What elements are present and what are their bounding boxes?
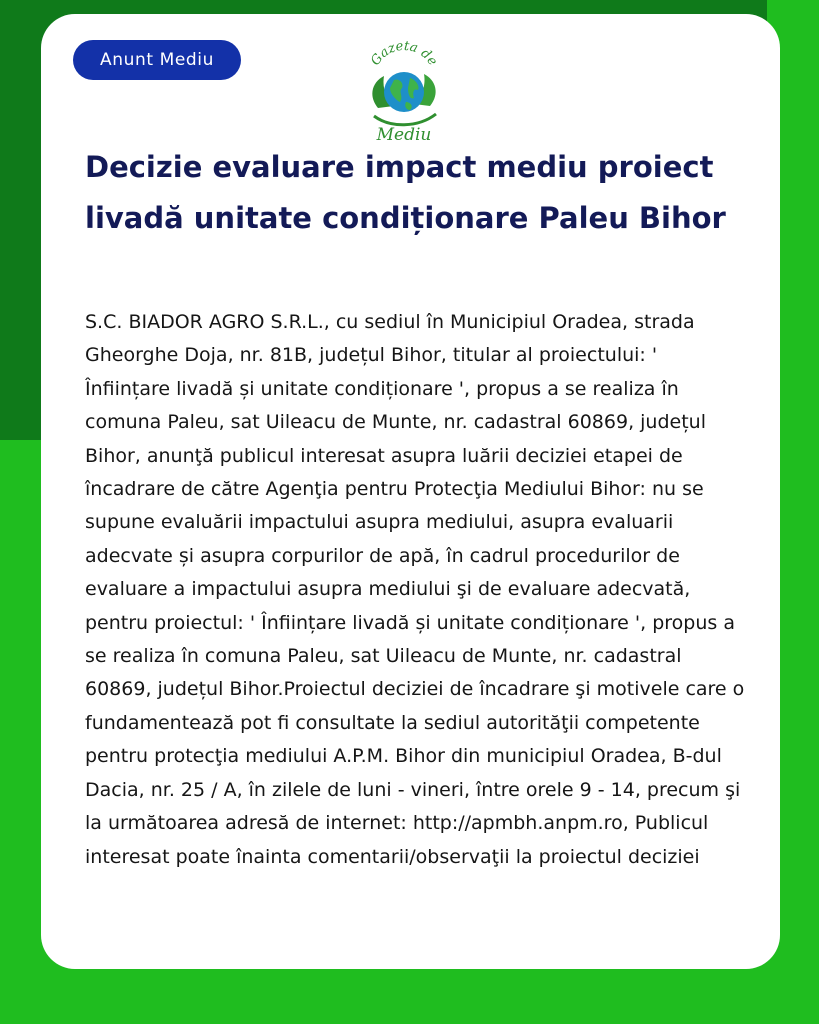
announcement-card [41,14,780,969]
logo-text-top: Gazeta de [368,38,441,69]
article-title: Decizie evaluare impact mediu proiect livadă unitate condiționare Paleu Bihor [85,150,726,235]
category-badge[interactable]: Anunt Mediu [73,40,241,80]
svg-text:Gazeta de [368,39,440,69]
article-body: S.C. BIADOR AGRO S.R.L., cu sediul în Municipiul Oradea, strada Gheorghe Doja, nr. 81B, județul Bihor, titular al proiectului: ' Înființare livadă și unitate condiționare ', propus a se realiza în comuna Paleu, sat Uileacu de Munte, nr. cadastral 60869, județul Bihor, anunţă publicul interesat asupra luării deciziei etapei de încadrare de către Agenţia pentru Protecţia Mediului Bihor: nu se supune evaluării impactului asupra mediului, asupra evaluarii adecvate și asupra corpurilor de apă, în cadrul procedurilor de evaluare a impactului asupra mediului şi de evaluare adecvată, pentru proiectul: ' Înființare livadă și unitate condiționare ', propus a se realiza în comuna Paleu, sat Uileacu de Munte, nr. cadastral 60869, județul Bihor.Proiectul deciziei de încadrare şi motivele care o fundamentează pot fi consultate la sediul autorităţii competente pentru protecţia mediului A.P.M. Bihor din municipiul Oradea, B-dul Dacia, nr. 25 / A, în zilele de luni - vineri, între orele 9 - 14, precum şi la următoarea adresă de internet: http://apmbh.anpm.ro, Publicul interesat poate înainta comentarii/observaţii la proiectul deciziei [85,311,745,868]
logo-text-bottom: Mediu [376,125,432,145]
logo-globe-icon [360,36,448,148]
gazeta-de-mediu-logo [360,36,448,148]
